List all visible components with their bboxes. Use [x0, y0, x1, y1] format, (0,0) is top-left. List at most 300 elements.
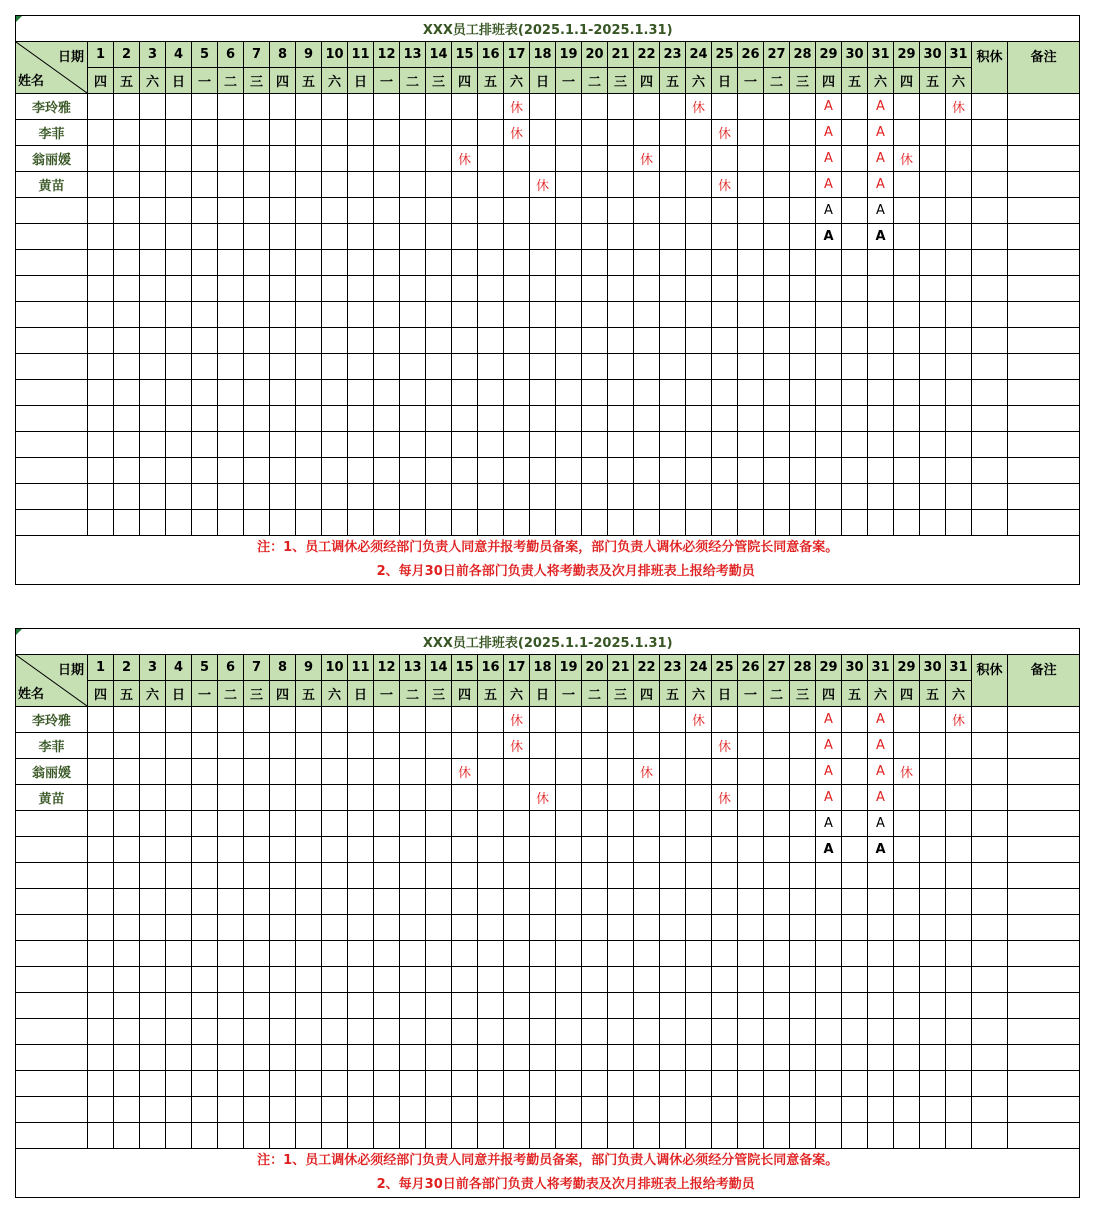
empty-cell[interactable] [426, 863, 452, 889]
shift-cell[interactable] [582, 146, 608, 172]
empty-cell[interactable] [842, 941, 868, 967]
accum-cell[interactable] [972, 224, 1008, 250]
empty-cell[interactable] [920, 889, 946, 915]
empty-cell[interactable] [738, 250, 764, 276]
shift-cell[interactable] [764, 198, 790, 224]
empty-cell[interactable] [712, 889, 738, 915]
shift-cell[interactable] [504, 811, 530, 837]
shift-cell[interactable] [946, 837, 972, 863]
empty-cell[interactable] [712, 1123, 738, 1149]
empty-cell[interactable] [790, 406, 816, 432]
empty-cell[interactable] [88, 484, 114, 510]
empty-cell[interactable] [348, 458, 374, 484]
shift-cell[interactable] [322, 759, 348, 785]
empty-cell[interactable] [582, 993, 608, 1019]
empty-cell[interactable] [972, 406, 1008, 432]
shift-cell[interactable] [582, 837, 608, 863]
empty-cell[interactable] [530, 302, 556, 328]
empty-cell[interactable] [608, 250, 634, 276]
empty-cell[interactable] [296, 967, 322, 993]
empty-cell[interactable] [374, 1123, 400, 1149]
empty-cell[interactable] [114, 915, 140, 941]
empty-cell[interactable] [192, 432, 218, 458]
empty-cell[interactable] [452, 250, 478, 276]
shift-cell[interactable] [400, 785, 426, 811]
empty-cell[interactable] [608, 1045, 634, 1071]
empty-cell[interactable] [426, 915, 452, 941]
empty-cell[interactable] [192, 1123, 218, 1149]
shift-cell[interactable] [244, 224, 270, 250]
empty-cell[interactable] [16, 1045, 88, 1071]
shift-cell[interactable] [764, 224, 790, 250]
empty-cell[interactable] [686, 354, 712, 380]
shift-cell[interactable] [244, 94, 270, 120]
empty-cell[interactable] [660, 484, 686, 510]
empty-cell[interactable] [1008, 863, 1080, 889]
empty-cell[interactable] [660, 328, 686, 354]
shift-cell[interactable] [348, 733, 374, 759]
empty-cell[interactable] [556, 863, 582, 889]
empty-cell[interactable] [114, 458, 140, 484]
employee-name[interactable] [16, 198, 88, 224]
shift-cell[interactable] [842, 224, 868, 250]
empty-cell[interactable] [296, 302, 322, 328]
empty-cell[interactable] [530, 1045, 556, 1071]
empty-cell[interactable] [478, 967, 504, 993]
shift-cell[interactable] [790, 707, 816, 733]
empty-cell[interactable] [868, 1045, 894, 1071]
shift-cell[interactable] [478, 811, 504, 837]
empty-cell[interactable] [166, 967, 192, 993]
shift-cell[interactable] [946, 198, 972, 224]
empty-cell[interactable] [244, 1071, 270, 1097]
empty-cell[interactable] [660, 458, 686, 484]
empty-cell[interactable] [530, 1123, 556, 1149]
empty-cell[interactable] [16, 276, 88, 302]
empty-cell[interactable] [452, 432, 478, 458]
empty-cell[interactable] [114, 276, 140, 302]
shift-cell[interactable] [582, 759, 608, 785]
remark-cell[interactable] [1008, 198, 1080, 224]
empty-cell[interactable] [218, 1019, 244, 1045]
empty-cell[interactable] [764, 1071, 790, 1097]
empty-cell[interactable] [452, 510, 478, 536]
empty-cell[interactable] [16, 250, 88, 276]
empty-cell[interactable] [452, 406, 478, 432]
empty-cell[interactable] [374, 1071, 400, 1097]
empty-cell[interactable] [1008, 510, 1080, 536]
shift-cell[interactable] [322, 707, 348, 733]
empty-cell[interactable] [556, 354, 582, 380]
shift-cell[interactable] [114, 146, 140, 172]
shift-cell[interactable] [790, 733, 816, 759]
empty-cell[interactable] [582, 380, 608, 406]
empty-cell[interactable] [322, 302, 348, 328]
empty-cell[interactable] [218, 302, 244, 328]
shift-cell[interactable] [634, 94, 660, 120]
shift-cell[interactable] [114, 733, 140, 759]
empty-cell[interactable] [296, 276, 322, 302]
empty-cell[interactable] [1008, 484, 1080, 510]
empty-cell[interactable] [738, 993, 764, 1019]
shift-cell[interactable] [608, 94, 634, 120]
shift-cell[interactable] [374, 120, 400, 146]
empty-cell[interactable] [816, 1097, 842, 1123]
shift-cell[interactable] [348, 224, 374, 250]
empty-cell[interactable] [452, 380, 478, 406]
shift-cell[interactable] [660, 759, 686, 785]
remark-cell[interactable] [1008, 172, 1080, 198]
empty-cell[interactable] [192, 302, 218, 328]
empty-cell[interactable] [894, 406, 920, 432]
empty-cell[interactable] [738, 328, 764, 354]
empty-cell[interactable] [556, 432, 582, 458]
empty-cell[interactable] [608, 1097, 634, 1123]
shift-cell[interactable] [686, 172, 712, 198]
empty-cell[interactable] [244, 276, 270, 302]
empty-cell[interactable] [426, 1019, 452, 1045]
empty-cell[interactable] [868, 432, 894, 458]
shift-cell[interactable] [634, 120, 660, 146]
empty-cell[interactable] [816, 406, 842, 432]
shift-cell[interactable] [764, 837, 790, 863]
shift-cell[interactable] [920, 120, 946, 146]
empty-cell[interactable] [296, 993, 322, 1019]
empty-cell[interactable] [712, 458, 738, 484]
shift-cell[interactable] [738, 785, 764, 811]
empty-cell[interactable] [244, 1097, 270, 1123]
empty-cell[interactable] [608, 328, 634, 354]
empty-cell[interactable] [634, 1097, 660, 1123]
empty-cell[interactable] [530, 276, 556, 302]
shift-cell[interactable] [270, 94, 296, 120]
empty-cell[interactable] [166, 1123, 192, 1149]
empty-cell[interactable] [16, 941, 88, 967]
empty-cell[interactable] [270, 302, 296, 328]
shift-cell[interactable] [140, 224, 166, 250]
empty-cell[interactable] [712, 484, 738, 510]
empty-cell[interactable] [166, 510, 192, 536]
shift-cell[interactable] [322, 172, 348, 198]
shift-cell[interactable]: A [816, 785, 842, 811]
empty-cell[interactable] [816, 915, 842, 941]
empty-cell[interactable] [400, 328, 426, 354]
shift-cell[interactable]: A [868, 224, 894, 250]
empty-cell[interactable] [322, 993, 348, 1019]
empty-cell[interactable] [322, 1123, 348, 1149]
empty-cell[interactable] [114, 510, 140, 536]
shift-cell[interactable] [114, 707, 140, 733]
shift-cell[interactable] [88, 733, 114, 759]
shift-cell[interactable]: 休 [504, 120, 530, 146]
shift-cell[interactable] [608, 837, 634, 863]
empty-cell[interactable] [140, 1123, 166, 1149]
empty-cell[interactable] [556, 1071, 582, 1097]
empty-cell[interactable] [946, 1045, 972, 1071]
shift-cell[interactable] [426, 811, 452, 837]
empty-cell[interactable] [608, 380, 634, 406]
empty-cell[interactable] [894, 328, 920, 354]
shift-cell[interactable] [114, 172, 140, 198]
empty-cell[interactable] [816, 302, 842, 328]
empty-cell[interactable] [608, 1071, 634, 1097]
remark-cell[interactable] [1008, 707, 1080, 733]
empty-cell[interactable] [686, 941, 712, 967]
empty-cell[interactable] [270, 354, 296, 380]
remark-cell[interactable] [1008, 811, 1080, 837]
shift-cell[interactable]: 休 [894, 146, 920, 172]
shift-cell[interactable] [452, 785, 478, 811]
empty-cell[interactable] [16, 1097, 88, 1123]
empty-cell[interactable] [218, 863, 244, 889]
shift-cell[interactable] [712, 224, 738, 250]
empty-cell[interactable] [88, 889, 114, 915]
shift-cell[interactable] [764, 811, 790, 837]
empty-cell[interactable] [400, 889, 426, 915]
shift-cell[interactable] [322, 120, 348, 146]
shift-cell[interactable]: 休 [946, 707, 972, 733]
empty-cell[interactable] [686, 328, 712, 354]
empty-cell[interactable] [842, 1071, 868, 1097]
empty-cell[interactable] [244, 380, 270, 406]
shift-cell[interactable] [686, 837, 712, 863]
empty-cell[interactable] [712, 1019, 738, 1045]
empty-cell[interactable] [556, 967, 582, 993]
shift-cell[interactable] [114, 837, 140, 863]
empty-cell[interactable] [218, 510, 244, 536]
empty-cell[interactable] [842, 1019, 868, 1045]
shift-cell[interactable] [296, 198, 322, 224]
empty-cell[interactable] [894, 941, 920, 967]
empty-cell[interactable] [504, 302, 530, 328]
shift-cell[interactable] [166, 198, 192, 224]
empty-cell[interactable] [712, 328, 738, 354]
empty-cell[interactable] [842, 250, 868, 276]
shift-cell[interactable]: A [816, 733, 842, 759]
shift-cell[interactable] [920, 811, 946, 837]
empty-cell[interactable] [244, 484, 270, 510]
empty-cell[interactable] [686, 863, 712, 889]
empty-cell[interactable] [348, 276, 374, 302]
empty-cell[interactable] [608, 302, 634, 328]
shift-cell[interactable] [400, 224, 426, 250]
empty-cell[interactable] [972, 889, 1008, 915]
empty-cell[interactable] [608, 863, 634, 889]
empty-cell[interactable] [738, 302, 764, 328]
shift-cell[interactable] [218, 198, 244, 224]
empty-cell[interactable] [16, 1123, 88, 1149]
shift-cell[interactable] [634, 224, 660, 250]
empty-cell[interactable] [920, 941, 946, 967]
empty-cell[interactable] [790, 889, 816, 915]
empty-cell[interactable] [660, 1071, 686, 1097]
empty-cell[interactable] [400, 510, 426, 536]
empty-cell[interactable] [166, 276, 192, 302]
empty-cell[interactable] [244, 863, 270, 889]
empty-cell[interactable] [764, 1123, 790, 1149]
empty-cell[interactable] [712, 302, 738, 328]
empty-cell[interactable] [374, 302, 400, 328]
employee-name[interactable] [16, 837, 88, 863]
empty-cell[interactable] [582, 328, 608, 354]
empty-cell[interactable] [972, 863, 1008, 889]
empty-cell[interactable] [16, 863, 88, 889]
empty-cell[interactable] [634, 889, 660, 915]
shift-cell[interactable] [348, 172, 374, 198]
empty-cell[interactable] [868, 915, 894, 941]
empty-cell[interactable] [244, 354, 270, 380]
employee-name[interactable]: 黄苗 [16, 785, 88, 811]
empty-cell[interactable] [166, 432, 192, 458]
empty-cell[interactable] [634, 380, 660, 406]
empty-cell[interactable] [426, 302, 452, 328]
empty-cell[interactable] [426, 484, 452, 510]
shift-cell[interactable] [634, 837, 660, 863]
empty-cell[interactable] [504, 250, 530, 276]
shift-cell[interactable] [946, 172, 972, 198]
empty-cell[interactable] [166, 889, 192, 915]
shift-cell[interactable] [374, 172, 400, 198]
shift-cell[interactable] [894, 811, 920, 837]
empty-cell[interactable] [946, 354, 972, 380]
empty-cell[interactable] [530, 458, 556, 484]
shift-cell[interactable] [270, 707, 296, 733]
empty-cell[interactable] [192, 484, 218, 510]
empty-cell[interactable] [140, 276, 166, 302]
shift-cell[interactable] [608, 198, 634, 224]
shift-cell[interactable] [140, 707, 166, 733]
empty-cell[interactable] [842, 380, 868, 406]
empty-cell[interactable] [920, 1045, 946, 1071]
empty-cell[interactable] [348, 380, 374, 406]
empty-cell[interactable] [296, 1019, 322, 1045]
shift-cell[interactable] [270, 837, 296, 863]
shift-cell[interactable] [920, 759, 946, 785]
empty-cell[interactable] [842, 1045, 868, 1071]
shift-cell[interactable] [556, 146, 582, 172]
empty-cell[interactable] [816, 380, 842, 406]
shift-cell[interactable] [504, 837, 530, 863]
empty-cell[interactable] [764, 1045, 790, 1071]
empty-cell[interactable] [374, 354, 400, 380]
empty-cell[interactable] [244, 432, 270, 458]
shift-cell[interactable] [400, 811, 426, 837]
shift-cell[interactable] [556, 785, 582, 811]
empty-cell[interactable] [296, 1123, 322, 1149]
empty-cell[interactable] [16, 510, 88, 536]
empty-cell[interactable] [764, 250, 790, 276]
empty-cell[interactable] [270, 432, 296, 458]
empty-cell[interactable] [322, 406, 348, 432]
shift-cell[interactable] [660, 172, 686, 198]
empty-cell[interactable] [322, 1097, 348, 1123]
shift-cell[interactable] [790, 198, 816, 224]
shift-cell[interactable] [88, 198, 114, 224]
empty-cell[interactable] [946, 967, 972, 993]
empty-cell[interactable] [478, 432, 504, 458]
empty-cell[interactable] [348, 432, 374, 458]
empty-cell[interactable] [582, 889, 608, 915]
empty-cell[interactable] [894, 510, 920, 536]
shift-cell[interactable] [920, 198, 946, 224]
empty-cell[interactable] [920, 993, 946, 1019]
empty-cell[interactable] [16, 889, 88, 915]
shift-cell[interactable] [712, 707, 738, 733]
shift-cell[interactable] [504, 172, 530, 198]
empty-cell[interactable] [530, 250, 556, 276]
empty-cell[interactable] [556, 941, 582, 967]
empty-cell[interactable] [374, 967, 400, 993]
empty-cell[interactable] [946, 406, 972, 432]
empty-cell[interactable] [530, 889, 556, 915]
empty-cell[interactable] [712, 354, 738, 380]
empty-cell[interactable] [842, 967, 868, 993]
empty-cell[interactable] [634, 406, 660, 432]
shift-cell[interactable] [894, 707, 920, 733]
empty-cell[interactable] [244, 1123, 270, 1149]
empty-cell[interactable] [504, 328, 530, 354]
shift-cell[interactable] [218, 707, 244, 733]
empty-cell[interactable] [790, 863, 816, 889]
empty-cell[interactable] [556, 1123, 582, 1149]
shift-cell[interactable] [296, 837, 322, 863]
empty-cell[interactable] [790, 1071, 816, 1097]
empty-cell[interactable] [322, 328, 348, 354]
empty-cell[interactable] [582, 432, 608, 458]
empty-cell[interactable] [426, 354, 452, 380]
empty-cell[interactable] [88, 915, 114, 941]
empty-cell[interactable] [452, 967, 478, 993]
empty-cell[interactable] [790, 302, 816, 328]
empty-cell[interactable] [842, 354, 868, 380]
shift-cell[interactable] [946, 811, 972, 837]
shift-cell[interactable] [88, 94, 114, 120]
empty-cell[interactable] [816, 328, 842, 354]
empty-cell[interactable] [868, 328, 894, 354]
empty-cell[interactable] [582, 967, 608, 993]
shift-cell[interactable] [738, 837, 764, 863]
empty-cell[interactable] [686, 406, 712, 432]
shift-cell[interactable]: A [868, 733, 894, 759]
employee-name[interactable]: 李菲 [16, 733, 88, 759]
shift-cell[interactable] [556, 198, 582, 224]
empty-cell[interactable] [400, 484, 426, 510]
shift-cell[interactable] [842, 198, 868, 224]
empty-cell[interactable] [322, 432, 348, 458]
empty-cell[interactable] [920, 915, 946, 941]
empty-cell[interactable] [686, 510, 712, 536]
empty-cell[interactable] [1008, 1019, 1080, 1045]
shift-cell[interactable] [192, 837, 218, 863]
shift-cell[interactable] [270, 759, 296, 785]
empty-cell[interactable] [192, 510, 218, 536]
empty-cell[interactable] [972, 458, 1008, 484]
empty-cell[interactable] [582, 276, 608, 302]
empty-cell[interactable] [660, 915, 686, 941]
empty-cell[interactable] [114, 328, 140, 354]
empty-cell[interactable] [140, 380, 166, 406]
empty-cell[interactable] [452, 354, 478, 380]
empty-cell[interactable] [712, 1071, 738, 1097]
empty-cell[interactable] [348, 915, 374, 941]
shift-cell[interactable] [374, 759, 400, 785]
empty-cell[interactable] [1008, 889, 1080, 915]
shift-cell[interactable] [348, 811, 374, 837]
shift-cell[interactable] [218, 146, 244, 172]
shift-cell[interactable] [114, 224, 140, 250]
empty-cell[interactable] [88, 354, 114, 380]
empty-cell[interactable] [1008, 1097, 1080, 1123]
